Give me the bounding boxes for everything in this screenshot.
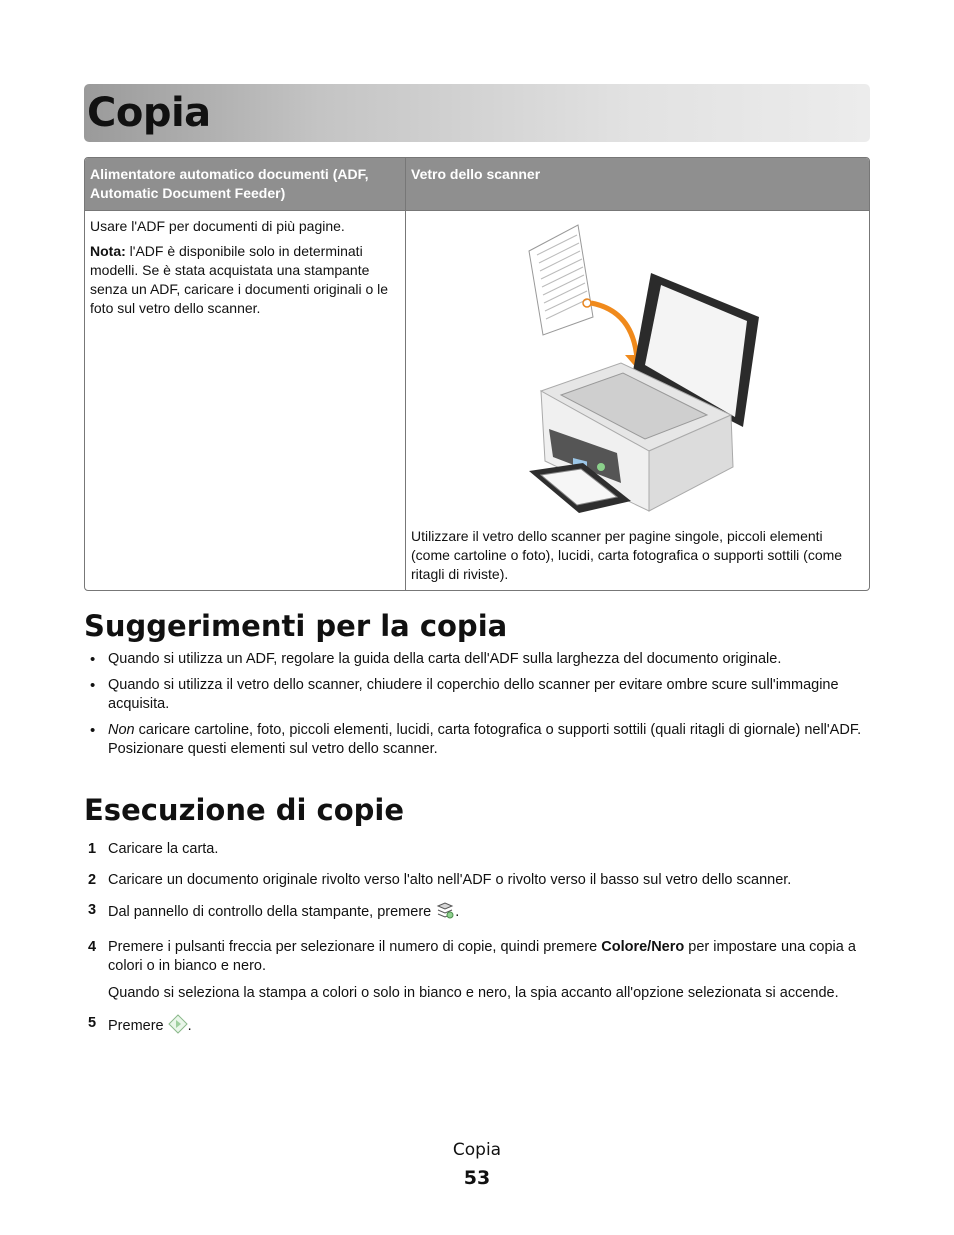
feeder-table — [84, 157, 870, 591]
list-item — [84, 840, 874, 860]
scanner-text: Utilizzare il vetro dello scanner per pagine singole, piccoli elementi (come cartoline o foto), lucidi, carta fotografica o supporti sottili (come ritagli di riviste). — [411, 528, 843, 582]
scanner-illustration — [521, 221, 761, 521]
adf-note-label: Nota: — [90, 243, 126, 259]
scanner-cell — [406, 211, 869, 590]
step-number: 4 — [88, 938, 97, 955]
step-text-end: per impostare una copia a colori o in bianco e nero. — [108, 938, 856, 974]
start-icon — [168, 1014, 188, 1041]
table-header-row — [85, 158, 869, 211]
footer-label: Copia — [452, 1140, 502, 1160]
list-item — [84, 650, 874, 670]
copy-icon — [435, 901, 455, 927]
table-row — [85, 211, 869, 590]
list-item — [84, 676, 874, 715]
table-header-scanner: Vetro dello scanner — [406, 158, 869, 211]
step-number: 3 — [88, 902, 97, 918]
step-text: Caricare la carta. — [108, 841, 219, 857]
list-item — [84, 721, 874, 760]
step-text: Premere i pulsanti freccia per selezionare il numero di copie, quindi premere — [108, 938, 602, 955]
tip-emphasis: Non — [108, 721, 135, 738]
step-subtext: Quando si seleziona la stampa a colori o solo in bianco e nero, la spia accanto all'opzione selezionata si accende. — [108, 984, 839, 1001]
section-heading-tips: Suggerimenti per la copia — [84, 609, 508, 643]
list-item — [84, 938, 874, 1004]
tip-text: Quando si utilizza il vetro dello scanner, chiudere il coperchio dello scanner per evitare ombre scure sull'immagine acquisita. — [108, 676, 839, 712]
step-text: Dal pannello di controllo della stampante, premere — [108, 904, 436, 920]
section-heading-copies: Esecuzione di copie — [84, 793, 405, 827]
step-number: 5 — [88, 1015, 97, 1031]
tips-list — [84, 650, 874, 766]
list-item — [84, 871, 874, 891]
adf-note — [90, 242, 400, 318]
step-number: 1 — [88, 841, 97, 857]
list-item — [84, 1014, 874, 1041]
tip-text: caricare cartoline, foto, piccoli elementi, lucidi, carta fotografica o supporti sottili (quali ritagli di giornale) nell'ADF. Posizionare questi elementi sul vetro dello scanner. — [108, 721, 862, 757]
list-item — [84, 901, 874, 927]
table-header-adf: Alimentatore automatico documenti (ADF, Automatic Document Feeder) — [85, 158, 406, 211]
steps-list — [84, 840, 874, 1052]
step-text: Caricare un documento originale rivolto verso l'alto nell'ADF o rivolto verso il basso sul vetro dello scanner. — [108, 871, 792, 888]
tip-text: Quando si utilizza un ADF, regolare la guida della carta dell'ADF sulla larghezza del documento originale. — [108, 651, 782, 667]
step-text-end: . — [455, 904, 460, 920]
title-bar — [84, 84, 870, 142]
adf-cell — [85, 211, 406, 590]
step-text-end: . — [187, 1018, 192, 1034]
adf-text: Usare l'ADF per documenti di più pagine. — [90, 218, 345, 234]
step-bold: Colore/Nero — [601, 938, 685, 955]
step-text: Premere — [108, 1018, 168, 1034]
page-title: Copia — [87, 90, 211, 136]
page-number: 53 — [463, 1167, 491, 1189]
step-number: 2 — [88, 871, 97, 888]
adf-note-text: l'ADF è disponibile solo in determinati modelli. Se è stata acquistata una stampante senza un ADF, caricare i documenti originali o le foto sul vetro dello scanner. — [90, 243, 389, 316]
